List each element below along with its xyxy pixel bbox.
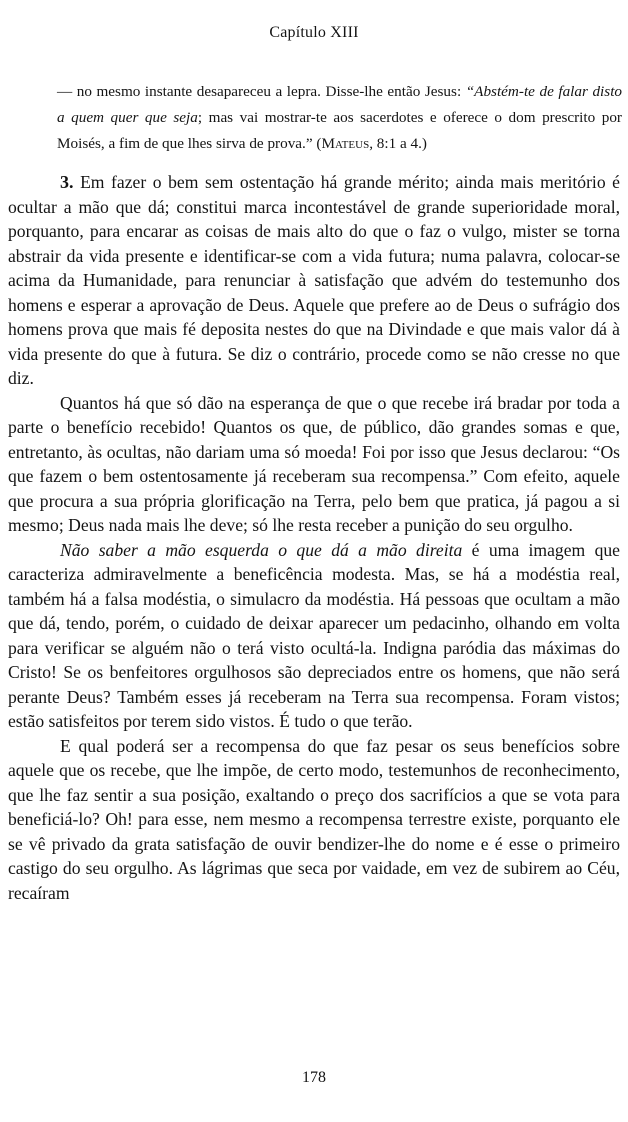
- quote-text-end: ; mas vai mostrar-te aos sacerdotes e oferece o dom prescrito por Moisés, a fim de que lhes sirva de prova.” (: [57, 109, 622, 152]
- paragraph-text: Quantos há que só dão na esperança de que o que recebe irá bradar por toda a parte o benefício recebido! Quantos os que, de público, dão grandes somas e que, entretanto, às ocultas, não dariam uma só moeda! Foi por isso que Jesus declarou: “Os que fazem o bem ostentosamente já receberam sua recompensa.” Com efeito, aquele que procura a sua própria glorificação na Terra, pelo bem que pratica, já pagou a si mesmo; Deus nada mais lhe deve; só lhe resta receber a punição do seu orgulho.: [8, 392, 620, 535]
- paragraph: [8, 734, 620, 906]
- paragraph: [8, 538, 620, 734]
- quote-text-start: — no mesmo instante desapareceu a lepra. Disse-lhe então Jesus:: [57, 83, 466, 100]
- running-head: Capítulo XIII: [269, 24, 359, 41]
- item-number: 3.: [60, 172, 74, 192]
- scripture-quote: [57, 79, 622, 157]
- page-number: 178: [302, 1069, 326, 1086]
- quote-reference: , 8:1 a 4.): [369, 135, 427, 152]
- paragraph-italic-lead: Não saber a mão esquerda o que dá a mão direita: [60, 539, 463, 560]
- body-text: [8, 170, 620, 905]
- paragraph: [8, 391, 620, 538]
- quote-italic-text: “Abstém-te de falar disto a quem quer que seja: [57, 83, 623, 126]
- paragraph-text: é uma imagem que caracteriza admiravelmente a beneficência modesta. Mas, se há a modéstia real, também há a falsa modéstia, o simulacro da modéstia. Há pessoas que ocultam a mão que dá, tendo, porém, o cuidado de deixar aparecer um pedacinho, olhando em volta para verificar se alguém não o terá visto ocultá-la. Indigna paródia das máximas do Cristo! Se os benfeitores orgulhosos são depreciados entre os homens, que não será perante Deus? Também esses já receberam na Terra sua recompensa. Foram vistos; estão satisfeitos por terem sido vistos. É tudo o que terão.: [8, 539, 620, 731]
- paragraph-text: E qual poderá ser a recompensa do que faz pesar os seus benefícios sobre aquele que os recebe, que lhe impõe, de certo modo, testemunhos de reconhecimento, que lhe faz sentir a sua posição, exaltando o preço dos sacrifícios a que se vota para beneficiá-lo? Oh! para esse, nem mesmo a recompensa terrestre existe, porquanto ele se vê privado da grata satisfação de ouvir bendizer-lhe do nome e é esse o primeiro castigo do seu orgulho. As lágrimas que seca por vaidade, em vez de subirem ao Céu, recaíram: [8, 735, 620, 903]
- quote-source: Mateus: [321, 135, 370, 152]
- paragraph-3: [8, 170, 620, 391]
- paragraph-text: Em fazer o bem sem ostentação há grande mérito; ainda mais meritório é ocultar a mão que dá; constitui marca incontestável de grande superioridade moral, porquanto, para encarar as coisas de mais alto do que o faz o vulgo, mister se torna abstrair da vida presente e identificar-se com a vida futura; numa palavra, colocar-se acima da Humanidade, para renunciar à satisfação que advém do testemunho dos homens e esperar a aprovação de Deus. Aquele que prefere ao de Deus o sufrágio dos homens prova que mais fé deposita nestes do que na Divindade e que mais valor dá à vida presente do que à futura. Se diz o contrário, procede como se não cresse no que diz.: [8, 172, 620, 388]
